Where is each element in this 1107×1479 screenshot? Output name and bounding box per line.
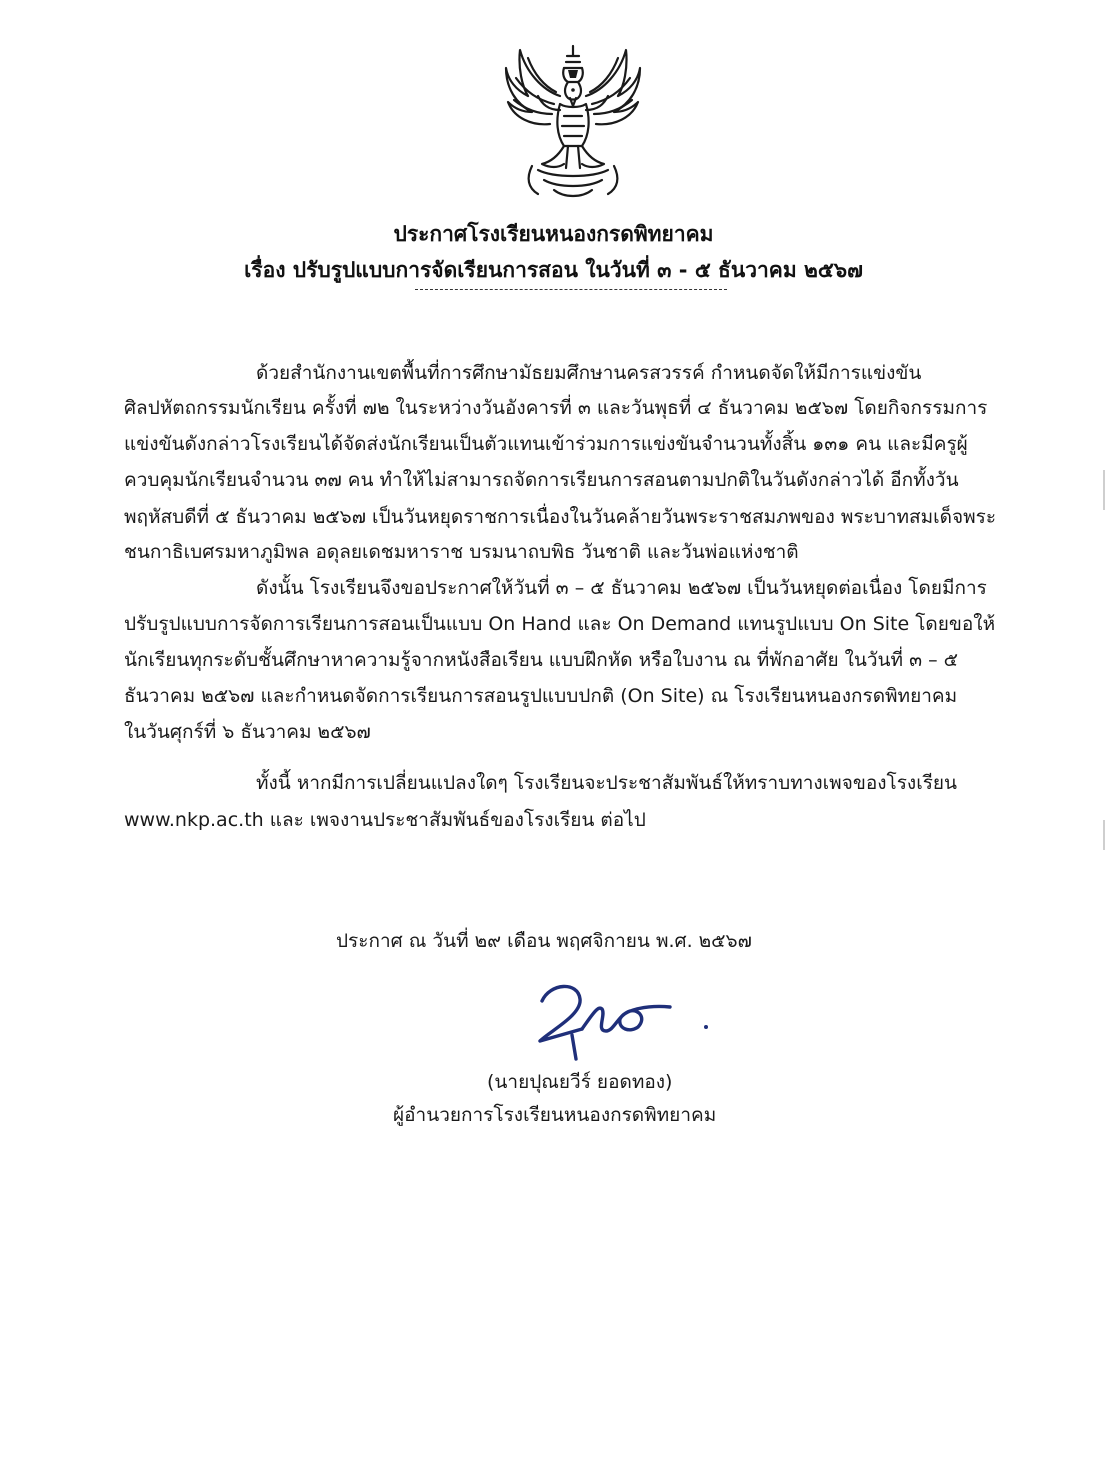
paragraph-2-line: ปรับรูปแบบการจัดการเรียนการสอนเป็นแบบ On Hand และ On Demand แทนรูปแบบ On Site โดยขอให้ (124, 613, 996, 635)
paragraph-1-line: พฤหัสบดีที่ ๕ ธันวาคม ๒๕๖๗ เป็นวันหยุดราชการเนื่องในวันคล้ายวันพระราชสมภพของ พระบาทสมเด็จพระ (124, 506, 997, 528)
announce-date: ประกาศ ณ วันที่ ๒๙ เดือน พฤศจิกายน พ.ศ. ๒๕๖๗ (336, 930, 752, 952)
paragraph-1-line: แข่งขันดังกล่าวโรงเรียนได้จัดส่งนักเรียนเป็นตัวแทนเข้าร่วมการแข่งขันจำนวนทั้งสิ้น ๑๓๑ คน และมีครูผู้ (124, 433, 968, 455)
paragraph-3-line: ทั้งนี้ หากมีการเปลี่ยนแปลงใดๆ โรงเรียนจะประชาสัมพันธ์ให้ทราบทางเพจของโรงเรียน (256, 772, 958, 794)
signature-image (520, 975, 720, 1070)
announcement-subject: เรื่อง ปรับรูปแบบการจัดเรียนการสอน ในวันที่ ๓ - ๕ ธันวาคม ๒๕๖๗ (244, 258, 863, 282)
paragraph-3-line: www.nkp.ac.th และ เพจงานประชาสัมพันธ์ของโรงเรียน ต่อไป (124, 809, 646, 831)
paragraph-1-line: ชนกาธิเบศรมหาภูมิพล อดุลยเดชมหาราช บรมนาถบพิธ วันชาติ และวันพ่อแห่งชาติ (124, 541, 799, 563)
announcement-title: ประกาศโรงเรียนหนองกรดพิทยาคม (393, 222, 714, 246)
paragraph-2-line: นักเรียนทุกระดับชั้นศึกษาหาความรู้จากหนังสือเรียน แบบฝึกหัด หรือใบงาน ณ ที่พักอาศัย ในวันที่ ๓ – ๕ (124, 649, 959, 671)
paragraph-2-line: ดังนั้น โรงเรียนจึงขอประกาศให้วันที่ ๓ – ๕ ธันวาคม ๒๕๖๗ เป็นวันหยุดต่อเนื่อง โดยมีการ (256, 577, 987, 599)
title-divider (415, 289, 727, 290)
signer-name: (นายปุณยวีร์ ยอดทอง) (487, 1071, 673, 1093)
signer-position: ผู้อำนวยการโรงเรียนหนองกรดพิทยาคม (393, 1104, 717, 1126)
paragraph-1-line: ด้วยสำนักงานเขตพื้นที่การศึกษามัธยมศึกษานครสวรรค์ กำหนดจัดให้มีการแข่งขัน (256, 362, 922, 384)
paragraph-1-line: ควบคุมนักเรียนจำนวน ๓๗ คน ทำให้ไม่สามารถจัดการเรียนการสอนตามปกติในวันดังกล่าวได้ อีกทั้งวัน (124, 469, 959, 491)
paragraph-1-line: ศิลปหัตถกรรมนักเรียน ครั้งที่ ๗๒ ในระหว่างวันอังคารที่ ๓ และวันพุธที่ ๔ ธันวาคม ๒๕๖๗ โดยกิจกรรมการ (124, 397, 988, 419)
paragraph-2-line: ในวันศุกร์ที่ ๖ ธันวาคม ๒๕๖๗ (124, 721, 371, 743)
scan-edge-mark (1103, 820, 1105, 850)
paragraph-2-line: ธันวาคม ๒๕๖๗ และกำหนดจัดการเรียนการสอนรูปแบบปกติ (On Site) ณ โรงเรียนหนองกรดพิทยาคม (124, 685, 958, 707)
scan-edge-mark (1103, 470, 1105, 510)
garuda-emblem-icon (498, 38, 648, 208)
